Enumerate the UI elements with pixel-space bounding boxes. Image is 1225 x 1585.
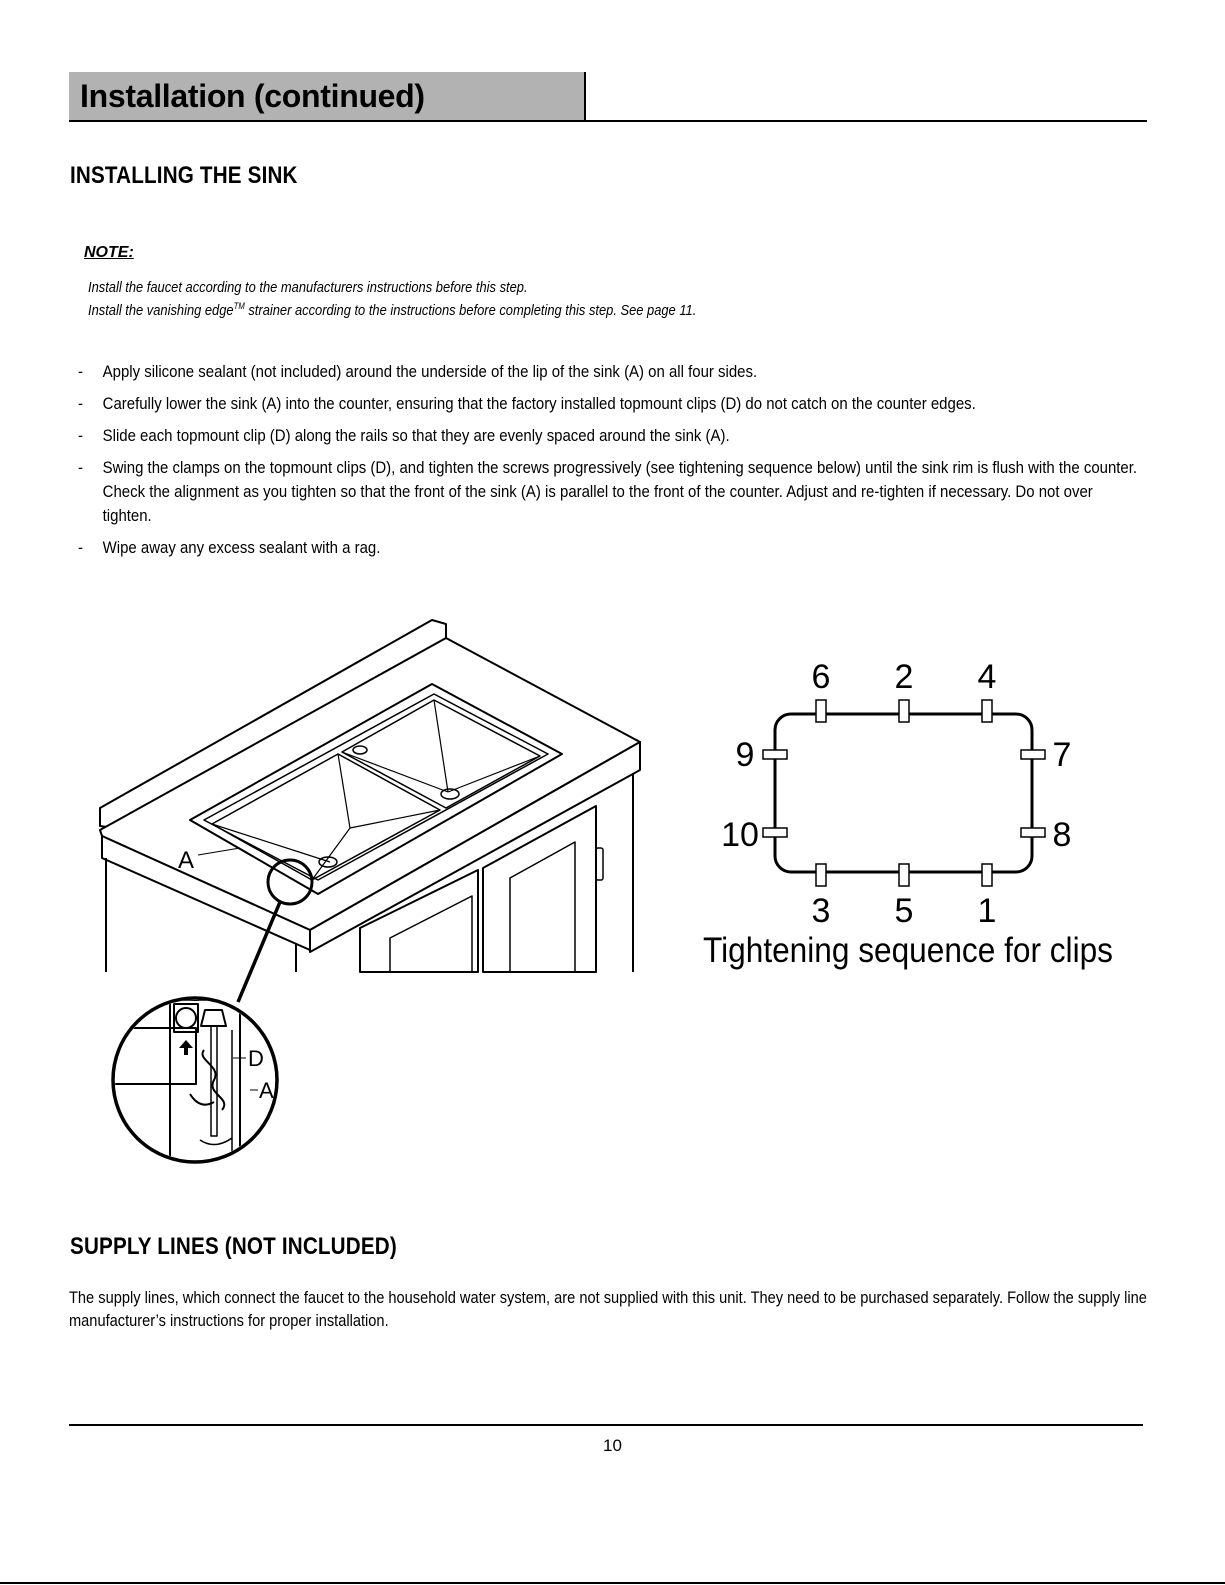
clip-number: 4 <box>977 658 997 696</box>
step-text: Wipe away any excess sealant with a rag. <box>102 538 381 557</box>
label-sink-a: A <box>178 847 195 874</box>
step-dash: - <box>78 538 83 557</box>
step-text: Swing the clamps on the topmount clips (D), and tighten the screws progressively (see tightening sequence below) until the sink rim is flush with the counter. Check the alignment as you tighten so that the front of the sink (A) is parallel to the front of the counter. Adjust and re-tighten if necessary. Do not over tighten. <box>102 458 1138 525</box>
step-text: Apply silicone sealant (not included) around the underside of the lip of the sink (A) on all four sides. <box>102 362 758 381</box>
clip-number: 2 <box>894 658 914 696</box>
clip-number: 3 <box>811 892 831 930</box>
supply-lines-text: The supply lines, which connect the faucet to the household water system, are not supplied with this unit. They need to be purchased separately. Follow the supply line manufacturer’s instructions for proper installation. <box>69 1288 1147 1330</box>
clip-number: 7 <box>1052 736 1072 774</box>
step-dash: - <box>78 362 83 381</box>
page-title: Installation (continued) <box>80 78 425 114</box>
step-dash: - <box>78 426 83 445</box>
tightening-caption: Tightening sequence for clips <box>703 931 1113 970</box>
note-label: NOTE: <box>84 244 134 261</box>
clip-number: 8 <box>1052 816 1072 854</box>
section-title-supply-lines: SUPPLY LINES (NOT INCLUDED) <box>70 1233 397 1260</box>
note-line-1: Install the faucet according to the manufacturers instructions before this step. <box>88 279 528 296</box>
step-text: Slide each topmount clip (D) along the rails so that they are evenly spaced around the sink (A). <box>102 426 730 445</box>
clip-number: 10 <box>721 816 759 854</box>
label-sink-a-detail: A <box>259 1078 274 1103</box>
footer-divider <box>69 1424 1143 1426</box>
step-dash: - <box>78 458 83 477</box>
section-title-installing-sink: INSTALLING THE SINK <box>70 162 298 189</box>
clip-number: 1 <box>977 892 997 930</box>
label-clip-d: D <box>248 1046 264 1071</box>
note-line-2-pre: Install the vanishing edge <box>88 302 234 319</box>
page-number: 10 <box>603 1436 622 1455</box>
note-line-2-post: strainer according to the instructions before completing this step. See page 11. <box>244 302 697 319</box>
tightening-sequence-diagram <box>703 658 1113 970</box>
clip-number: 6 <box>811 658 831 696</box>
page-edge-line <box>0 1582 1225 1584</box>
trademark-mark: TM <box>233 301 245 311</box>
step-dash: - <box>78 394 83 413</box>
step-text: Carefully lower the sink (A) into the counter, ensuring that the factory installed topmount clips (D) do not catch on the counter edges. <box>102 394 976 413</box>
clip-number: 9 <box>735 736 755 774</box>
clip-number: 5 <box>894 892 914 930</box>
